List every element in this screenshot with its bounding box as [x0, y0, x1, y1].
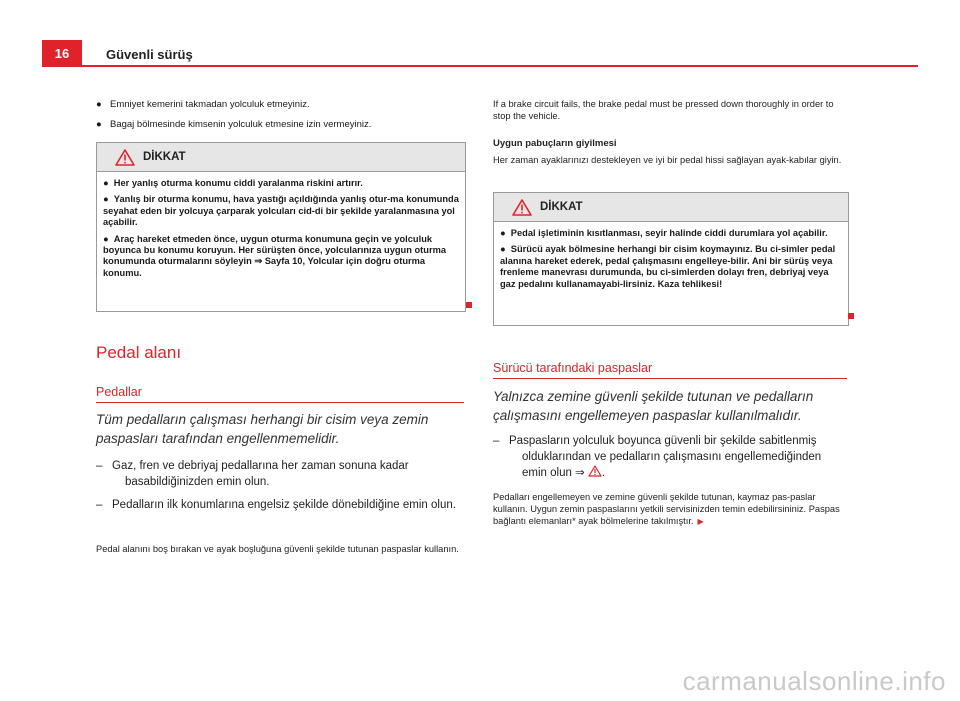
- lead-text: Tüm pedalların çalışması herhangi bir cisim veya zemin paspasları tarafından engellenmemelidir.: [96, 412, 429, 446]
- subsection-title: Sürücü tarafındaki paspaslar: [493, 361, 653, 375]
- warning-item: ● Pedal işletiminin kısıtlanması, seyir halinde ciddi durumlara yol açabilir.: [500, 228, 828, 238]
- warning-item: ● Araç hareket etmeden önce, uygun oturma konumuna geçin ve yolculuk boyunca bu konumu koruyun. Her sürüşten önce, yolcularınıza uygun oturma konumunda oturmalarını söyleyin ⇒ Sayfa 10, Yolcular için doğru oturma konumu.: [103, 233, 446, 278]
- warning-header: DİKKAT: [494, 193, 848, 222]
- warning-box: [493, 192, 849, 326]
- warning-box: [96, 142, 466, 312]
- note-text: Pedal alanını boş bırakan ve ayak boşluğuna güvenli şekilde tutunan paspaslar kullanın.: [96, 544, 459, 554]
- dash-item: – Paspasların yolculuk boyunca güvenli bir şekilde sabitlenmiş olduklarından ve pedalların çalışmasını engellemediğinden emin olun ⇒ .: [493, 435, 822, 479]
- note-text: Pedalları engellemeyen ve zemine güvenli şekilde tutunan, kaymaz pas-paslar kullanın. Uygun zemin paspaslarını yetkili servisinizden temin edebilirsininiz. Paspas bağlantı elemanları* ayak bölmelerine takılmıştır. ▶: [493, 492, 840, 526]
- shoes-text: Her zaman ayaklarınızı destekleyen ve iyi bir pedal hissi sağlayan ayak-kabılar giyin.: [493, 155, 842, 165]
- warning-triangle-icon: [512, 199, 532, 216]
- page-number: 16: [42, 40, 82, 66]
- dash-item: – Pedalların ilk konumlarına engelsiz şekilde dönebildiğine emin olun.: [96, 499, 456, 511]
- bullet-item: ● Emniyet kemerini takmadan yolculuk etmeyiniz.: [96, 99, 310, 110]
- bullet-item: ● Bagaj bölmesinde kimsenin yolculuk etmesine izin vermeyiniz.: [96, 119, 372, 130]
- header-rule: [42, 65, 918, 67]
- section-title: Pedal alanı: [96, 343, 182, 362]
- page-title: Güvenli sürüş: [106, 47, 193, 62]
- warning-triangle-icon: [588, 465, 602, 477]
- watermark: carmanualsonline.info: [682, 666, 946, 696]
- intro-text: If a brake circuit fails, the brake pedal must be pressed down thoroughly in order to stop the vehicle.: [493, 99, 834, 121]
- subsection-title: Pedallar: [96, 385, 142, 399]
- subsection-rule: [493, 378, 847, 379]
- warning-body: [97, 172, 465, 288]
- dash-item: – Gaz, fren ve debriyaj pedallarına her zaman sonuna kadar basabildiğinizden emin olun.: [96, 460, 409, 488]
- warning-body: [494, 222, 848, 299]
- warning-header: DİKKAT: [97, 143, 465, 172]
- section-end-marker: [466, 302, 472, 308]
- lead-text: Yalnızca zemine güvenli şekilde tutunan ve pedalların çalışmasını engellemeyen paspaslar kullanılmalıdır.: [493, 389, 814, 423]
- shoes-title: Uygun pabuçların giyilmesi: [493, 138, 617, 149]
- section-end-marker: [848, 313, 854, 319]
- continue-arrow-icon: ▶: [697, 517, 704, 526]
- warning-item: ● Her yanlış oturma konumu ciddi yaralanma riskini artırır.: [103, 178, 363, 188]
- warning-triangle-icon: [115, 149, 135, 166]
- warning-item: ● Sürücü ayak bölmesine herhangi bir cisim koymayınız. Bu ci-simler pedal alanına hareket ederek, pedal çalışmasını engelleye-bilir. Ani bir sürüş veya frenleme manevrası durumunda, bu ci-simlerden dolayı fren, debriyaj veya gaz pedalını kullanamayabi-lirsiniz. Kaza tehlikesi!: [500, 244, 836, 289]
- subsection-rule: [96, 402, 464, 403]
- warning-item: ● Yanlış bir oturma konumu, hava yastığı açıldığında yanlış otur-ma konumunda seyahat eden bir yolcuya çarparak yolcuları cid-di bir şekilde yaralanmasına yol açabilir.: [103, 194, 459, 228]
